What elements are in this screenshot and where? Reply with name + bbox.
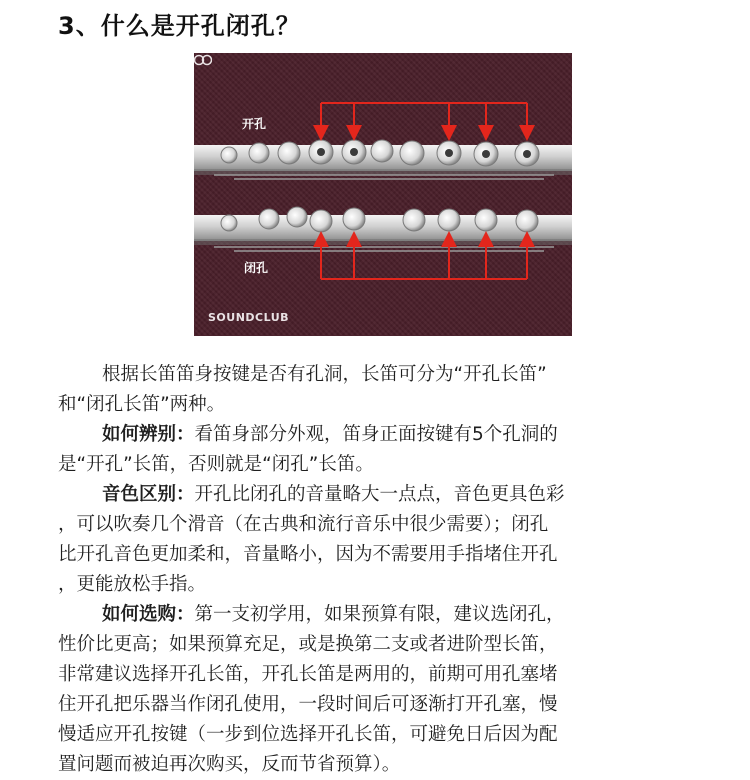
section-heading: 3、什么是开孔闭孔？ [58,12,301,40]
identify-label: 如何辨别： [102,424,195,445]
flute-comparison-photo [194,53,572,336]
text-line: 住开孔把乐器当作闭孔使用，一段时间后可逐渐打开孔塞，慢 [58,694,558,715]
soundclub-logo-icon [194,53,212,67]
text-line: 置问题而被迫再次购买，反而节省预算）。 [58,754,401,775]
flute-illustration [194,53,572,336]
open-hole-label: 开孔 [242,117,267,131]
text-line: 开孔比闭孔的音量略大一点点，音色更具色彩 [194,484,565,505]
soundclub-brand: SOUNDCLUB [208,311,290,324]
text-line: 根据长笛笛身按键是否有孔洞，长笛可分为“开孔长笛” [102,364,547,385]
text-line: ，更能放松手指。 [58,574,207,595]
open-hole-flute [194,140,572,179]
closed-hole-flute [194,207,572,251]
closed-hole-label: 闭孔 [244,261,269,275]
text-line: ，可以吹奏几个滑音（在古典和流行音乐中很少需要）；闭孔 [58,514,549,535]
tone-label: 音色区别： [102,484,195,505]
article-body [58,360,698,780]
paragraph-buying [58,600,698,780]
text-line: 慢适应开孔按键（一步到位选择开孔长笛，可避免日后因为配 [58,724,558,745]
buying-label: 如何选购： [102,604,195,625]
text-line: 和“闭孔长笛”两种。 [58,394,226,415]
text-line: 性价比更高；如果预算充足，或是换第二支或者进阶型长笛， [58,634,558,655]
paragraph-identify [58,420,698,480]
paragraph-tone [58,480,698,600]
text-line: 第一支初学用，如果预算有限，建议选闭孔， [194,604,565,625]
paragraph-intro [58,360,698,420]
text-line: 比开孔音色更加柔和，音量略小，因为不需要用手指堵住开孔 [58,544,558,565]
text-line: 是“开孔”长笛，否则就是“闭孔”长笛。 [58,454,374,475]
open-hole-arrows [321,103,527,133]
text-line: 非常建议选择开孔长笛，开孔长笛是两用的，前期可用孔塞堵 [58,664,558,685]
text-line: 看笛身部分外观，笛身正面按键有5个孔洞的 [194,424,558,445]
